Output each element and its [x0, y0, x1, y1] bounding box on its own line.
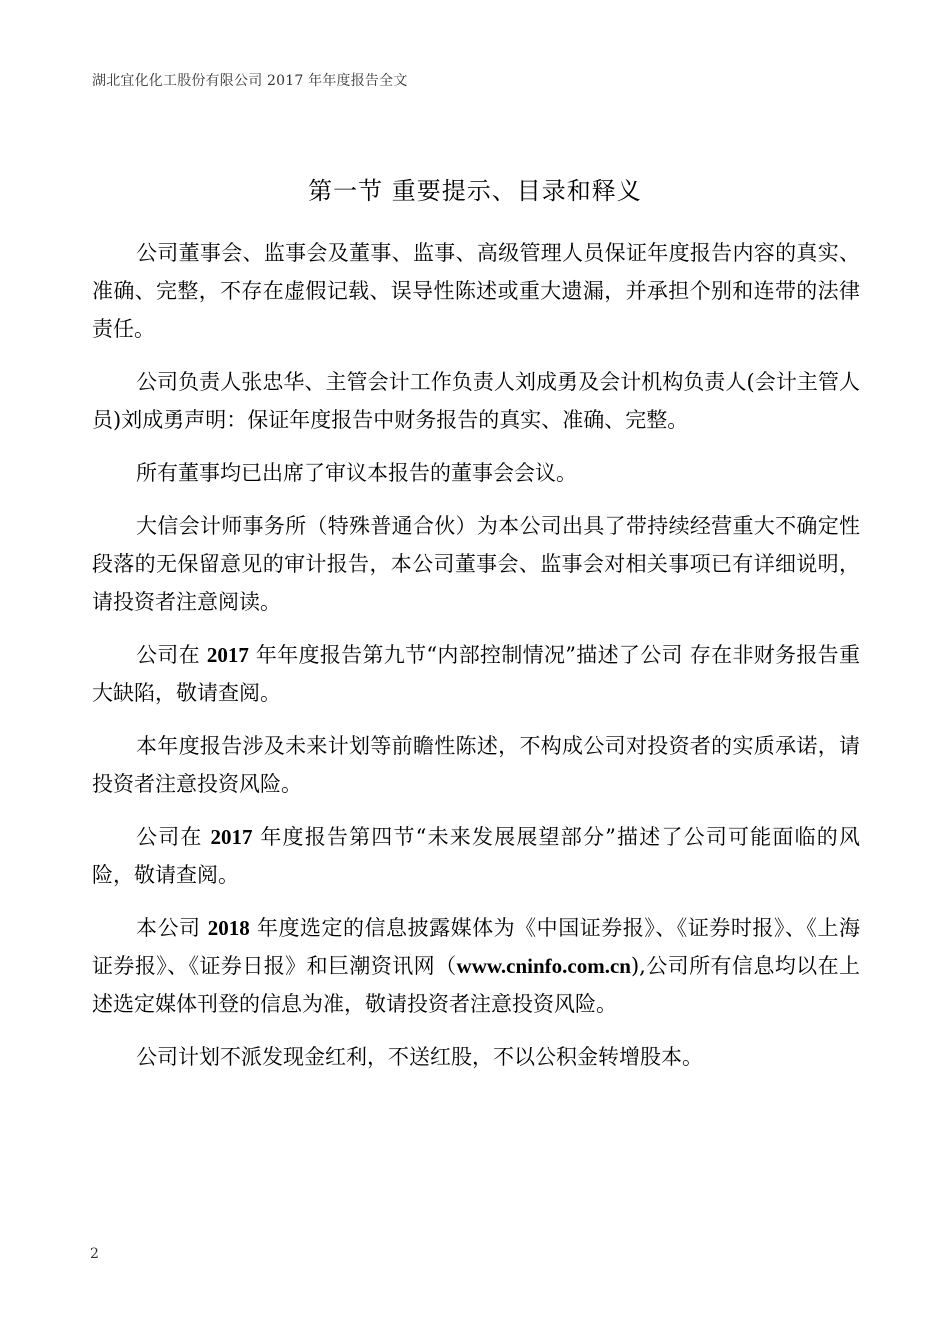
p8-middle: 年度选定的信息披露媒体为《中国证券报》、《证券时报》、《上海证券报》、《证券日报》和巨潮资讯网（	[92, 916, 860, 978]
paragraph-responsible-persons: 公司负责人张忠华、主管会计工作负责人刘成勇及会计机构负责人(会计主管人员)刘成勇声明：保证年度报告中财务报告的真实、准确、完整。	[92, 370, 860, 432]
paragraph-forward-looking: 本年度报告涉及未来计划等前瞻性陈述，不构成公司对投资者的实质承诺，请投资者注意投资风险。	[92, 734, 860, 796]
paragraph-disclosure-media	[92, 909, 860, 1023]
p7-year: 2017	[210, 825, 253, 849]
p8-suffix: ),公司所有信息均以在上述选定媒体刊登的信息为准，敬请投资者注意投资风险。	[92, 954, 861, 1016]
paragraph-internal-control	[92, 636, 860, 712]
section-title: 第一节 重要提示、目录和释义	[308, 177, 642, 206]
header-rule	[90, 98, 860, 99]
p8-prefix: 本公司	[136, 916, 208, 940]
p5-suffix: 年年度报告第九节“内部控制情况”描述了公司 存在非财务报告重大缺陷，敬请查阅。	[92, 643, 860, 705]
p5-prefix: 公司在	[136, 643, 207, 667]
running-header: 湖北宜化化工股份有限公司 2017 年年度报告全文	[92, 73, 408, 89]
p8-year: 2018	[207, 916, 250, 940]
cninfo-url: www.cninfo.com.cn	[456, 954, 631, 978]
document-body	[92, 234, 860, 1076]
paragraph-audit-opinion: 大信会计师事务所（特殊普通合伙）为本公司出具了带持续经营重大不确定性段落的无保留意见的审计报告，本公司董事会、监事会对相关事项已有详细说明，请投资者注意阅读。	[92, 514, 860, 614]
p7-suffix: 年度报告第四节“未来发展展望部分”描述了公司可能面临的风险，敬请查阅。	[92, 825, 860, 887]
paragraph-risk-outlook	[92, 818, 860, 894]
p5-year: 2017	[206, 643, 249, 667]
paragraph-director-attendance: 所有董事均已出席了审议本报告的董事会会议。	[136, 461, 577, 485]
paragraph-board-guarantee: 公司董事会、监事会及董事、监事、高级管理人员保证年度报告内容的真实、准确、完整，不存在虚假记载、误导性陈述或重大遗漏，并承担个别和连带的法律责任。	[92, 241, 860, 341]
page-number: 2	[90, 1246, 99, 1262]
paragraph-dividend-plan: 公司计划不派发现金红利，不送红股，不以公积金转增股本。	[136, 1045, 703, 1069]
p7-prefix: 公司在	[136, 825, 211, 849]
